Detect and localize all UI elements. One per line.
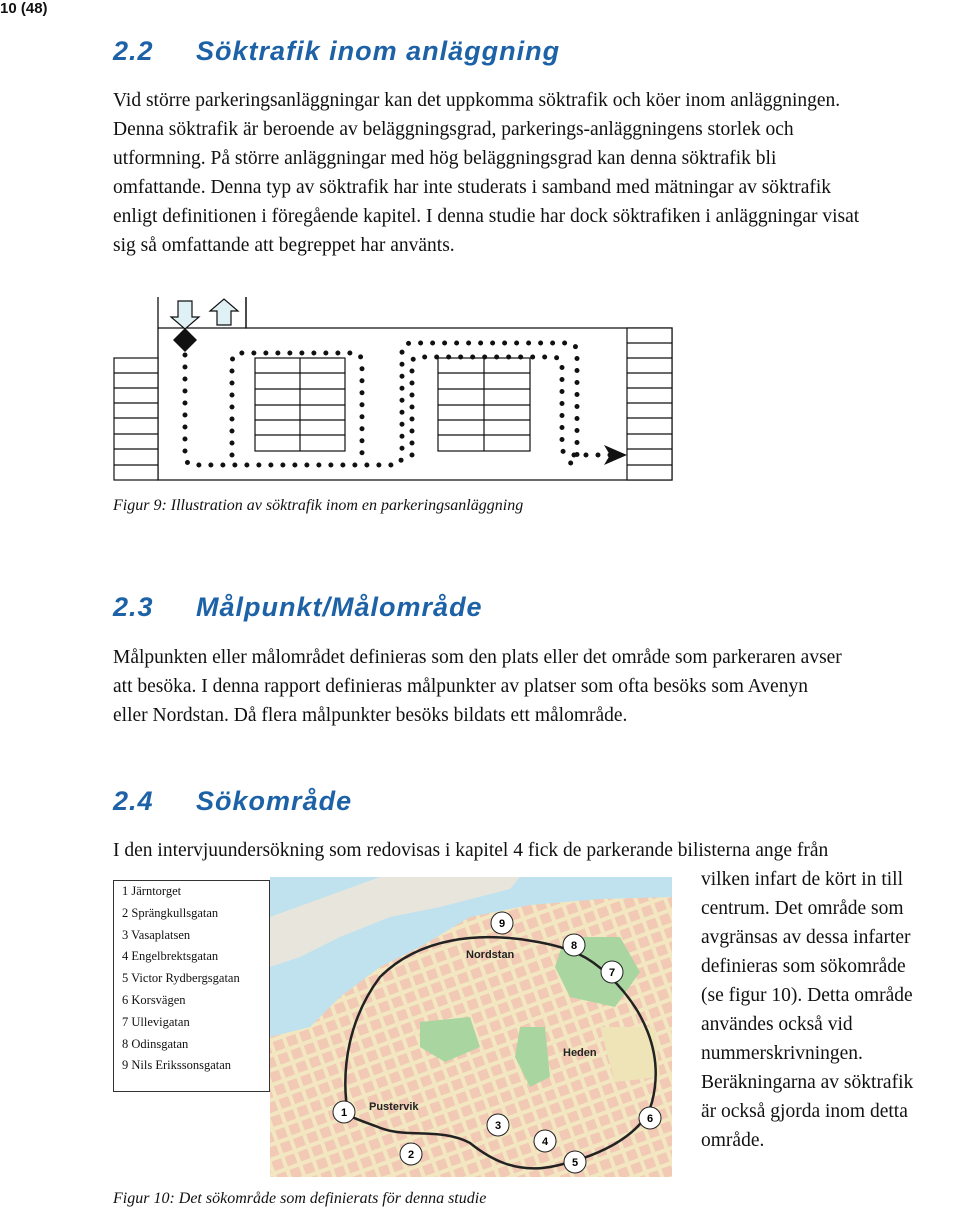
map-marker-3 xyxy=(487,1114,509,1136)
text-line: Målpunkten eller målområdet definieras som den plats eller det område som parkeraren avser xyxy=(113,647,842,668)
legend-item: 2 Sprängkullsgatan xyxy=(122,905,219,920)
paragraph-2-2 xyxy=(113,86,859,260)
map-marker-label: 7 xyxy=(608,967,616,979)
section-heading-2-4: 2.4 Sökområde xyxy=(113,786,353,816)
text-line: Denna söktrafik är beroende av beläggningsgrad, parkerings-anläggningens storlek och xyxy=(113,119,794,140)
text-line: nummerskrivningen. xyxy=(701,1043,863,1064)
map-marker-label: 9 xyxy=(498,918,506,930)
text-line: utformning. På större anläggningar med hög beläggningsgrad kan denna söktrafik bli xyxy=(113,148,777,169)
figure-10-caption: Figur 10: Det sökområde som definierats för denna studie xyxy=(113,1190,487,1207)
text-line: omfattande. Denna typ av söktrafik har inte studerats i samband med mätningar av söktrafik xyxy=(113,177,832,198)
paragraph-2-4-side xyxy=(701,865,913,1155)
text-line: centrum. Det område som xyxy=(701,898,904,919)
entry-arrow-icon xyxy=(171,301,199,329)
map-marker-6 xyxy=(639,1107,661,1129)
parking-block-1 xyxy=(255,358,345,451)
legend-item: 7 Ullevigatan xyxy=(122,1014,190,1029)
map-marker-9 xyxy=(491,912,513,934)
legend-item: 9 Nils Erikssonsgatan xyxy=(122,1058,232,1073)
map-legend xyxy=(113,880,270,1092)
text-line: är också gjorda inom detta xyxy=(701,1101,908,1122)
map-marker-7 xyxy=(601,961,623,983)
text-line: område. xyxy=(701,1130,765,1151)
map-label-heden: Heden xyxy=(563,1047,597,1059)
map-marker-label: 4 xyxy=(541,1136,549,1148)
map-marker-1 xyxy=(333,1101,355,1123)
map-marker-label: 8 xyxy=(570,940,578,952)
legend-item: 3 Vasaplatsen xyxy=(122,927,191,942)
map-marker-4 xyxy=(534,1130,556,1152)
legend-item: 8 Odinsgatan xyxy=(122,1036,189,1051)
text-line: definieras som sökområde xyxy=(701,956,906,977)
paragraph-2-4-first-line: I den intervjuundersökning som redovisas i kapitel 4 fick de parkerande bilisterna ange från xyxy=(113,840,829,861)
text-line: Vid större parkeringsanläggningar kan det uppkomma söktrafik och köer inom anläggningen. xyxy=(113,90,841,111)
parking-stalls-left xyxy=(114,358,158,480)
paragraph-2-3 xyxy=(113,643,842,730)
text-line: avgränsas av dessa infarter xyxy=(701,927,911,948)
map-marker-label: 1 xyxy=(340,1107,348,1119)
legend-item: 1 Järntorget xyxy=(122,884,182,898)
text-line: eller Nordstan. Då flera målpunkter besöks bildats ett målområde. xyxy=(113,705,628,726)
exit-arrow-icon xyxy=(604,445,627,465)
legend-item: 5 Victor Rydbergsgatan xyxy=(122,971,240,986)
text-line: Beräkningarna av söktrafik xyxy=(701,1072,914,1093)
map-marker-label: 3 xyxy=(494,1120,502,1132)
map-marker-8 xyxy=(563,934,585,956)
text-line: att besöka. I denna rapport definieras målpunkter av platser som ofta besöks som Avenyn xyxy=(113,676,808,697)
parking-stalls-right xyxy=(627,328,672,480)
map-marker-5 xyxy=(564,1151,586,1173)
text-line: sig så omfattande att begreppet har använts. xyxy=(113,235,455,256)
text-line: enligt definitionen i föregående kapitel. I denna studie har dock söktrafiken i anläggningar visat xyxy=(113,206,860,227)
wall-outline xyxy=(158,297,672,480)
page-number: 10 (48) xyxy=(0,0,48,17)
search-area-map xyxy=(270,877,672,1177)
legend-item: 4 Engelbrektsgatan xyxy=(122,949,219,964)
entry-diamond-icon xyxy=(173,328,197,352)
section-heading-2-3: 2.3 Målpunkt/Målområde xyxy=(113,592,483,622)
map-label-pustervik: Pustervik xyxy=(369,1101,419,1113)
map-marker-label: 5 xyxy=(571,1157,579,1169)
map-label-nordstan: Nordstan xyxy=(466,949,515,961)
text-line: (se figur 10). Detta område xyxy=(701,985,913,1006)
figure-9-caption: Figur 9: Illustration av söktrafik inom en parkeringsanläggning xyxy=(113,497,524,514)
parking-search-illustration xyxy=(112,295,677,485)
legend-item: 6 Korsvägen xyxy=(122,992,186,1007)
section-heading-2-2: 2.2 Söktrafik inom anläggning xyxy=(113,36,561,66)
map-marker-2 xyxy=(400,1143,422,1165)
text-line: vilken infart de kört in till xyxy=(701,869,903,890)
wall-outline xyxy=(158,297,246,328)
parking-block-2 xyxy=(438,358,530,451)
map-marker-label: 6 xyxy=(646,1113,654,1125)
exit-arrow-up-icon xyxy=(210,299,238,325)
text-line: användes också vid xyxy=(701,1014,853,1035)
map-marker-label: 2 xyxy=(407,1149,415,1161)
